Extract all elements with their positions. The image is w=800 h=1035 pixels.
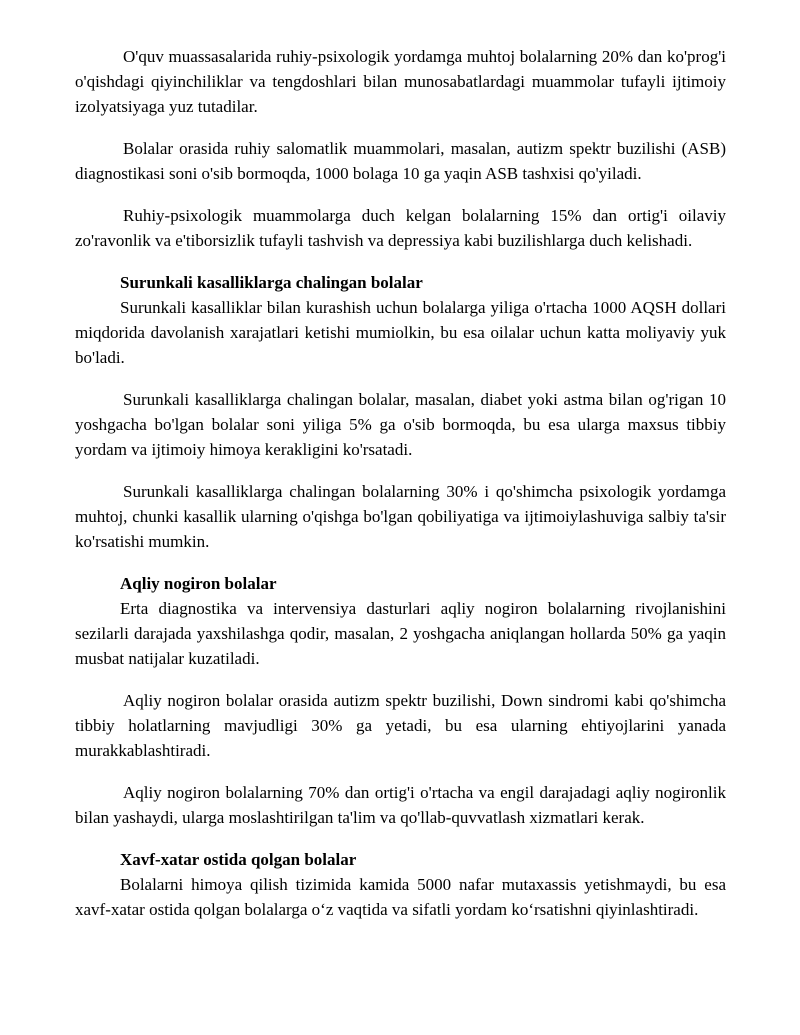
paragraph: Aqliy nogiron bolalar orasida autizm spektr buzilishi, Down sindromi kabi qo'shimcha tibbiy holatlarning mavjudligi 30% ga yetadi, bu esa ularning ehtiyojlarini yanada murakkablashtiradi. bbox=[75, 691, 726, 760]
section-heading: Surunkali kasalliklarga chalingan bolalar bbox=[120, 273, 423, 292]
paragraph: O'quv muassasalarida ruhiy-psixologik yordamga muhtoj bolalarning 20% dan ko'prog'i o'qishdagi qiyinchiliklar va tengdoshlari bilan munosabatlardagi muammolar tufayli ijtimoiy izolyatsiyaga yuz tutadilar. bbox=[75, 47, 726, 116]
section-heading: Xavf-xatar ostida qolgan bolalar bbox=[120, 850, 357, 869]
paragraph: Bolalar orasida ruhiy salomatlik muammolari, masalan, autizm spektr buzilishi (ASB) diagnostikasi soni o'sib bormoqda, 1000 bolaga 10 ga yaqin ASB tashxisi qo'yiladi. bbox=[75, 139, 726, 183]
paragraph: Bolalarni himoya qilish tizimida kamida 5000 nafar mutaxassis yetishmaydi, bu esa xavf-xatar ostida qolgan bolalarga o‘z vaqtida va sifatli yordam ko‘rsatishni qiyinlashtiradi. bbox=[75, 875, 726, 919]
paragraph: Surunkali kasalliklar bilan kurashish uchun bolalarga yiliga o'rtacha 1000 AQSH dollari miqdorida davolanish xarajatlari ketishi mumiolkin, bu esa oilalar uchun katta moliyaviy yuk bo'ladi. bbox=[75, 298, 726, 367]
paragraph: Aqliy nogiron bolalarning 70% dan ortig'i o'rtacha va engil darajadagi aqliy nogironlik bilan yashaydi, ularga moslashtirilgan ta'lim va qo'llab-quvvatlash xizmatlari kerak. bbox=[75, 783, 726, 827]
document-page bbox=[75, 44, 726, 939]
paragraph: Surunkali kasalliklarga chalingan bolalarning 30% i qo'shimcha psixologik yordamga muhtoj, chunki kasallik ularning o'qishga bo'lgan qobiliyatiga va ijtimoiylashuviga salbiy ta'sir ko'rsatishi mumkin. bbox=[75, 482, 726, 551]
paragraph: Surunkali kasalliklarga chalingan bolalar, masalan, diabet yoki astma bilan og'rigan 10 yoshgacha bo'lgan bolalar soni yiliga 5% ga o'sib bormoqda, bu esa ularga maxsus tibbiy yordam va ijtimoiy himoya kerakligini ko'rsatadi. bbox=[75, 390, 726, 459]
paragraph: Ruhiy-psixologik muammolarga duch kelgan bolalarning 15% dan ortig'i oilaviy zo'ravonlik va e'tiborsizlik tufayli tashvish va depressiya kabi buzilishlarga duch kelishadi. bbox=[75, 206, 726, 250]
paragraph: Erta diagnostika va intervensiya dasturlari aqliy nogiron bolalarning rivojlanishini sezilarli darajada yaxshilashga qodir, masalan, 2 yoshgacha aniqlangan hollarda 50% ga yaqin musbat natijalar kuzatiladi. bbox=[75, 599, 726, 668]
section-heading: Aqliy nogiron bolalar bbox=[120, 574, 277, 593]
